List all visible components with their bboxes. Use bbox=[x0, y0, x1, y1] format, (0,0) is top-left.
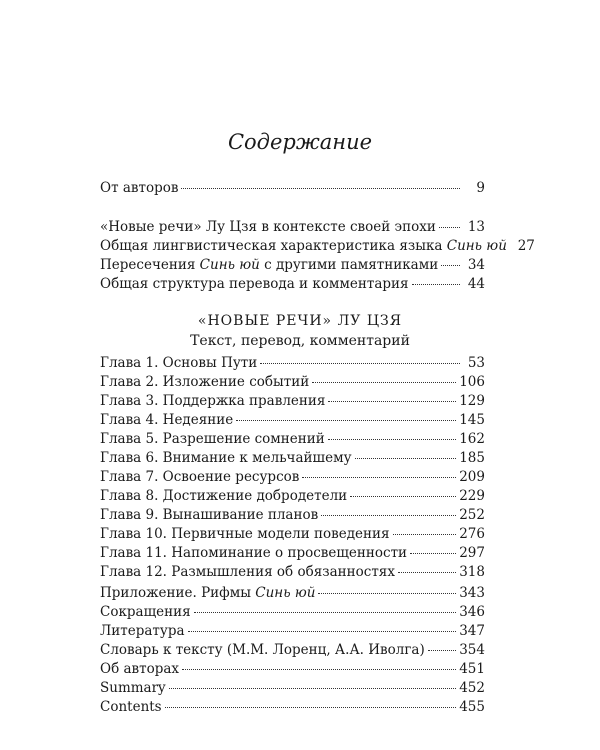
dot-leader bbox=[439, 227, 460, 228]
toc-group-intro bbox=[100, 219, 535, 295]
toc-entry bbox=[100, 374, 485, 393]
toc-entry bbox=[100, 526, 485, 545]
section-heading: «НОВЫЕ РЕЧИ» ЛУ ЦЗЯ bbox=[197, 313, 403, 329]
toc-entry-title: Литература bbox=[100, 623, 185, 639]
toc-entry-title: Contents bbox=[100, 699, 162, 715]
dot-leader bbox=[182, 669, 456, 670]
toc-entry-title: Глава 9. Вынашивание планов bbox=[100, 507, 319, 523]
toc-entry bbox=[100, 257, 485, 276]
dot-leader bbox=[412, 284, 460, 285]
dot-leader bbox=[188, 631, 457, 632]
dot-leader bbox=[355, 458, 457, 459]
toc-entry-title: Глава 10. Первичные модели поведения bbox=[100, 526, 390, 542]
toc-entry-page: 145 bbox=[459, 412, 485, 428]
toc-entry-page: 53 bbox=[467, 355, 485, 371]
dot-leader bbox=[350, 496, 456, 497]
toc-entry-title: Сокращения bbox=[100, 604, 191, 620]
toc-group-front bbox=[100, 180, 485, 199]
dot-leader bbox=[194, 612, 457, 613]
toc-entry-title: Глава 1. Основы Пути bbox=[100, 355, 258, 371]
dot-leader bbox=[236, 420, 456, 421]
dot-leader bbox=[312, 382, 456, 383]
toc-entry bbox=[100, 180, 485, 199]
toc-entry-title: Глава 12. Размышления об обязанностях bbox=[100, 564, 395, 580]
toc-entry-page: 229 bbox=[459, 488, 485, 504]
toc-entry-page: 252 bbox=[459, 507, 485, 523]
toc-entry-title: Глава 8. Достижение добродетели bbox=[100, 488, 348, 504]
toc-entry bbox=[100, 699, 485, 718]
dot-leader bbox=[165, 707, 457, 708]
toc-entry bbox=[100, 585, 485, 604]
toc-entry bbox=[100, 412, 485, 431]
toc-entry-title: От авторов bbox=[100, 180, 179, 196]
toc-entry-title bbox=[100, 257, 438, 273]
toc-entry-title: Summary bbox=[100, 680, 166, 696]
page-title: Содержание bbox=[227, 130, 373, 154]
section-subheading: Текст, перевод, комментарий bbox=[190, 333, 410, 349]
toc-entry-title: Глава 11. Напоминание о просвещенности bbox=[100, 545, 408, 561]
dot-leader bbox=[181, 188, 460, 189]
toc-entry bbox=[100, 276, 485, 295]
toc-entry bbox=[100, 355, 485, 374]
toc-entry bbox=[100, 488, 485, 507]
toc-entry-page: 451 bbox=[459, 661, 485, 677]
toc-entry-title bbox=[100, 238, 507, 254]
toc-entry-page: 9 bbox=[476, 180, 485, 196]
toc-entry bbox=[100, 623, 485, 642]
toc-entry-title-part: Пересечения bbox=[100, 257, 200, 273]
toc-entry-title: Глава 4. Недеяние bbox=[100, 412, 234, 428]
toc-entry-page: 318 bbox=[459, 564, 485, 580]
toc-entry-page: 27 bbox=[517, 238, 535, 254]
toc-entry bbox=[100, 680, 485, 699]
toc-entry-page: 13 bbox=[467, 219, 485, 235]
toc-entry-page: 162 bbox=[459, 431, 485, 447]
toc-entry-title: Глава 6. Внимание к мельчайшему bbox=[100, 450, 352, 466]
toc-entry bbox=[100, 564, 485, 583]
toc-entry-title: Общая структура перевода и комментария bbox=[100, 276, 409, 292]
toc-entry bbox=[100, 450, 485, 469]
dot-leader bbox=[302, 477, 456, 478]
toc-entry bbox=[100, 431, 485, 450]
toc-entry-page: 346 bbox=[459, 604, 485, 620]
toc-entry-page: 185 bbox=[459, 450, 485, 466]
toc-entry bbox=[100, 661, 485, 680]
toc-entry-title: Об авторах bbox=[100, 661, 180, 677]
dot-leader bbox=[260, 363, 460, 364]
toc-entry bbox=[100, 238, 535, 257]
dot-leader bbox=[321, 515, 456, 516]
toc-entry-title: Глава 7. Освоение ресурсов bbox=[100, 469, 300, 485]
toc-entry-title-italic: Синь юй bbox=[199, 257, 260, 273]
toc-entry-page: 354 bbox=[459, 642, 485, 658]
toc-entry-title: Глава 5. Разрешение сомнений bbox=[100, 431, 325, 447]
toc-entry-page: 343 bbox=[459, 585, 485, 601]
toc-entry-title-part: Общая лингвистическая характеристика языка bbox=[100, 238, 447, 254]
toc-entry-title: Словарь к тексту (М.М. Лоренц, А.А. Иволга) bbox=[100, 642, 425, 658]
toc-entry-title-italic: Синь юй bbox=[446, 238, 507, 254]
toc-entry-page: 276 bbox=[459, 526, 485, 542]
toc-entry bbox=[100, 219, 485, 238]
toc-entry-page: 34 bbox=[467, 257, 485, 273]
toc-group-chapters bbox=[100, 355, 485, 583]
toc-entry-page: 209 bbox=[459, 469, 485, 485]
dot-leader bbox=[398, 572, 456, 573]
toc-entry bbox=[100, 604, 485, 623]
toc-entry-page: 129 bbox=[459, 393, 485, 409]
toc-group-appendix bbox=[100, 585, 485, 718]
dot-leader bbox=[328, 401, 456, 402]
dot-leader bbox=[410, 553, 456, 554]
toc-entry bbox=[100, 507, 485, 526]
toc-entry-page: 455 bbox=[459, 699, 485, 715]
toc-entry bbox=[100, 642, 485, 661]
toc-entry-page: 452 bbox=[459, 680, 485, 696]
toc-entry-page: 106 bbox=[459, 374, 485, 390]
toc-entry bbox=[100, 545, 485, 564]
dot-leader bbox=[169, 688, 457, 689]
toc-entry bbox=[100, 469, 485, 488]
toc-entry-page: 297 bbox=[459, 545, 485, 561]
toc-entry bbox=[100, 393, 485, 412]
toc-entry-title-part: Приложение. Рифмы bbox=[100, 585, 256, 601]
toc-entry-title: «Новые речи» Лу Цзя в контексте своей эпохи bbox=[100, 219, 436, 235]
toc-entry-title bbox=[100, 585, 315, 601]
dot-leader bbox=[441, 265, 460, 266]
dot-leader bbox=[393, 534, 457, 535]
toc-entry-page: 347 bbox=[459, 623, 485, 639]
toc-entry-title: Глава 2. Изложение событий bbox=[100, 374, 310, 390]
dot-leader bbox=[328, 439, 456, 440]
toc-entry-title-italic: Синь юй bbox=[255, 585, 316, 601]
dot-leader bbox=[318, 593, 456, 594]
toc-entry-title-part: с другими памятниками bbox=[259, 257, 439, 273]
toc-entry-title: Глава 3. Поддержка правления bbox=[100, 393, 326, 409]
dot-leader bbox=[428, 650, 457, 651]
toc-entry-page: 44 bbox=[467, 276, 485, 292]
